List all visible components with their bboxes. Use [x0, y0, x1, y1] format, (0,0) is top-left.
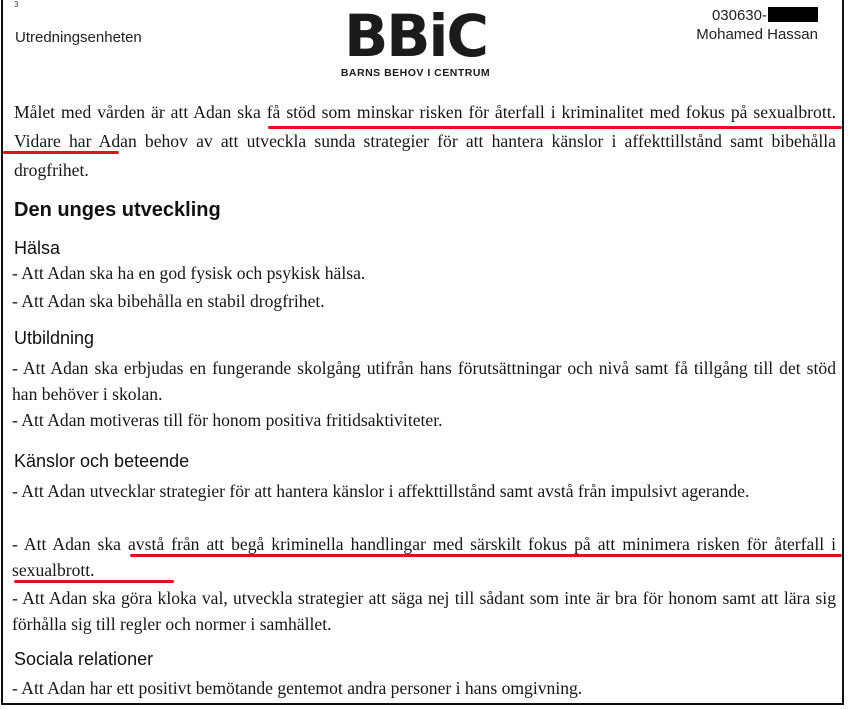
person-number-row	[696, 6, 818, 25]
subheading-halsa: Hälsa	[14, 238, 61, 258]
bbic-logo	[328, 2, 503, 82]
list-item: - Att Adan har ett positivt bemötande gentemot andra personer i hans omgivning.	[12, 678, 583, 698]
person-name: Mohamed Hassan	[696, 26, 818, 43]
red-underline	[3, 151, 119, 154]
intro-paragraph: Målet med vården är att Adan ska få stöd som minskar risken för återfall i kriminalitet med fokus på sexualbrott. Vidare har Adan behov av att utveckla sunda strategier för att hantera känslor i affekttillstånd samt bibehålla drogfrihet.	[14, 102, 836, 180]
subheading-utbildning: Utbildning	[14, 328, 95, 348]
logo-text: BBiC	[344, 2, 487, 70]
logo-subtitle: BARNS BEHOV I CENTRUM	[340, 67, 491, 79]
redaction-box	[768, 7, 818, 22]
unit-name: Utredningsenheten	[15, 29, 142, 46]
list-item: - Att Adan motiveras till för honom positiva fritidsaktiviteter.	[12, 410, 443, 430]
list-item: - Att Adan utvecklar strategier för att hantera känslor i affekttillstånd samt avstå från impulsivt agerande.	[12, 481, 750, 501]
subheading-kanslor: Känslor och beteende	[14, 451, 190, 471]
person-number: 030630-	[711, 7, 767, 24]
person-info	[696, 6, 818, 44]
corner-mark: 3	[14, 0, 19, 9]
list-item: - Att Adan ska bibehålla en stabil drogfrihet.	[12, 291, 325, 311]
section-title: Den unges utveckling	[14, 199, 221, 221]
red-underline	[130, 554, 842, 557]
list-item: - Att Adan ska göra kloka val, utveckla strategier att säga nej till sådant som inte är bra för honom samt att lära sig förhålla sig till regler och normer i samhället.	[12, 588, 836, 634]
red-underline	[268, 126, 842, 129]
subheading-sociala: Sociala relationer	[14, 649, 154, 669]
frame-corner	[1, 0, 3, 4]
list-item: - Att Adan ska avstå från att begå kriminella handlingar med särskilt fokus på att minimera risken för återfall i sexualbrott.	[12, 534, 836, 580]
list-item: - Att Adan ska erbjudas en fungerande skolgång utifrån hans förutsättningar och nivå samt få tillgång till det stöd han behöver i skolan.	[12, 358, 836, 404]
list-item: - Att Adan ska ha en god fysisk och psykisk hälsa.	[12, 263, 366, 283]
red-underline	[14, 580, 174, 583]
